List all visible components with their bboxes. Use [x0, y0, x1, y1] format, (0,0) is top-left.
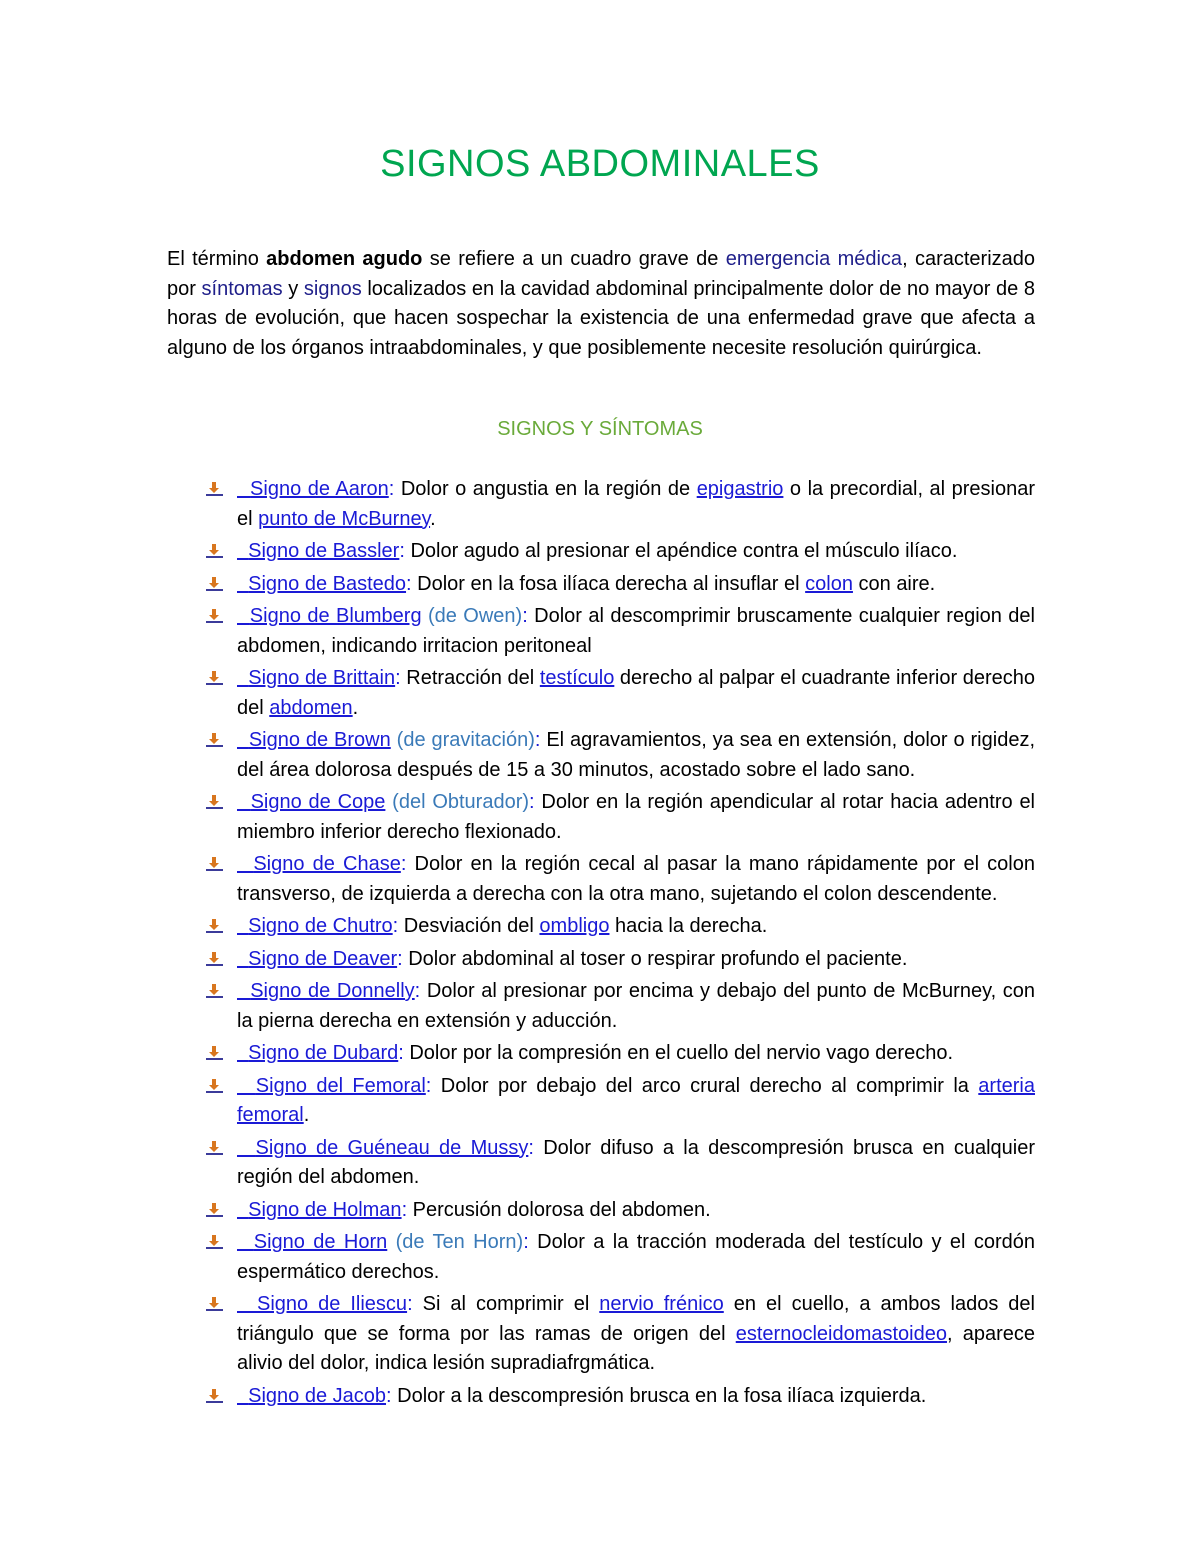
sign-description: o la precordial, al presionar el: [237, 478, 1036, 530]
inline-link[interactable]: punto de McBurney: [258, 507, 431, 530]
signs-link[interactable]: signos: [303, 277, 362, 300]
sign-description: Dolor por la compresión en el cuello del nervio vago derecho.: [403, 1042, 953, 1064]
sign-colon: :: [398, 1042, 404, 1064]
inline-link[interactable]: arteria femoral: [237, 1074, 1035, 1126]
arrow-bullet-icon: [205, 1045, 225, 1061]
list-item: [205, 570, 1035, 600]
intro-text: , caracterizado por: [167, 248, 1036, 300]
sign-description: Percusión dolorosa del abdomen.: [407, 1198, 711, 1221]
emergency-link[interactable]: emergencia médica: [725, 248, 903, 270]
arrow-bullet-icon: [205, 1296, 225, 1312]
sign-name-link[interactable]: Signo del Femoral: [255, 1074, 426, 1097]
list-item: [205, 664, 1035, 723]
arrow-bullet-icon: [205, 1388, 225, 1404]
sign-colon: :: [399, 540, 405, 562]
arrow-bullet-icon: [205, 1234, 225, 1250]
list-item: [205, 1134, 1035, 1193]
arrow-bullet-icon: [205, 951, 225, 967]
list-item: [205, 850, 1035, 909]
sign-description: El agravamientos, ya sea en extensión, dolor o rigidez, del área dolorosa después de 15 a 30 minutos, acostado sobre el lado sano.: [237, 729, 1035, 781]
sign-description: Retracción del: [400, 667, 540, 689]
list-item: [205, 1196, 1035, 1226]
arrow-bullet-icon: [205, 856, 225, 872]
sign-description: Si al comprimir el: [412, 1293, 600, 1315]
sign-description: Dolor en la fosa ilíaca derecha al insuflar el: [411, 572, 806, 595]
inline-link[interactable]: esternocleidomastoideo: [735, 1322, 947, 1345]
sign-description: Dolor o angustia en la región de: [394, 478, 697, 500]
symptoms-link[interactable]: síntomas: [201, 277, 283, 300]
sign-name-link[interactable]: Signo de Deaver: [248, 947, 398, 970]
sign-colon: :: [425, 1074, 432, 1097]
sign-name-link[interactable]: Signo de Bastedo: [248, 572, 407, 595]
sign-colon: :: [400, 853, 407, 875]
sign-description: Dolor abdominal al toser o respirar profundo el paciente.: [402, 947, 908, 970]
sign-description: Dolor por debajo del arco crural derecho al comprimir la: [431, 1074, 979, 1097]
sign-name-link[interactable]: Signo de Dubard: [248, 1042, 399, 1064]
inline-link[interactable]: epigastrio: [696, 478, 784, 500]
sign-colon: :: [522, 605, 528, 627]
list-item: [205, 475, 1035, 534]
sign-description: , aparece alivio del dolor, indica lesión supradiafrgmática.: [237, 1322, 1035, 1374]
list-item: [205, 1039, 1035, 1069]
list-item: [205, 1228, 1035, 1287]
arrow-bullet-icon: [205, 794, 225, 810]
sign-name-link[interactable]: Signo de Cope: [250, 791, 386, 813]
sign-colon: :: [406, 572, 412, 595]
sign-description: .: [352, 696, 359, 719]
inline-link[interactable]: abdomen: [269, 696, 353, 719]
sign-description: Dolor al presionar por encima y debajo del punto de McBurney, con la pierna derecha en extensión y aducción.: [237, 980, 1035, 1032]
sign-alt-name: (del Obturador): [385, 791, 530, 813]
sign-name-link[interactable]: Signo de Chutro: [248, 915, 393, 937]
sign-alt-name: (de Owen): [421, 605, 523, 627]
sign-colon: :: [401, 1198, 408, 1221]
sign-description: en el cuello, a ambos lados del triángulo que se forma por las ramas de origen del: [237, 1293, 1035, 1345]
list-item: [205, 537, 1035, 567]
sign-colon: :: [414, 980, 421, 1002]
sign-name-link[interactable]: Signo de Donnelly: [250, 980, 415, 1002]
sign-description: Dolor en la región apendicular al rotar hacia adentro el miembro inferior derecho flexionado.: [237, 791, 1036, 843]
arrow-bullet-icon: [205, 1202, 225, 1218]
inline-link[interactable]: nervio frénico: [599, 1293, 724, 1315]
sign-name-link[interactable]: Signo de Iliescu: [256, 1293, 408, 1315]
section-subtitle: SIGNOS Y SÍNTOMAS: [497, 418, 703, 440]
arrow-bullet-icon: [205, 608, 225, 624]
sign-description: derecho al palpar el cuadrante inferior derecho del: [237, 667, 1035, 719]
arrow-bullet-icon: [205, 543, 225, 559]
arrow-bullet-icon: [205, 1078, 225, 1094]
arrow-bullet-icon: [205, 670, 225, 686]
list-item: [205, 602, 1035, 661]
arrow-bullet-icon: [205, 732, 225, 748]
intro-term: abdomen agudo: [266, 248, 423, 270]
sign-colon: :: [397, 947, 403, 970]
list-item: [205, 945, 1035, 975]
list-item: [205, 1290, 1035, 1379]
arrow-bullet-icon: [205, 576, 225, 592]
sign-colon: :: [528, 1136, 534, 1159]
sign-description: .: [430, 507, 436, 530]
sign-name-link[interactable]: Signo de Bassler: [248, 540, 400, 562]
intro-text: El término: [167, 248, 267, 270]
sign-name-link[interactable]: Signo de Blumberg: [249, 605, 422, 627]
arrow-bullet-icon: [205, 481, 225, 497]
signs-list: [205, 475, 1035, 1414]
list-item: [205, 1072, 1035, 1131]
inline-link[interactable]: colon: [805, 572, 853, 595]
sign-description: Dolor difuso a la descompresión brusca en cualquier región del abdomen.: [237, 1136, 1035, 1188]
sign-name-link[interactable]: Signo de Brown: [248, 729, 391, 751]
sign-colon: :: [395, 667, 401, 689]
sign-description: Dolor a la descompresión brusca en la fosa ilíaca izquierda.: [391, 1384, 927, 1407]
intro-text: localizados en la cavidad abdominal principalmente dolor de no mayor de 8 horas de evolución, que hacen sospechar la existencia de una enfermedad grave que afecta a alguno de los órganos intraabdominales, y que posiblemente necesite resolución quirúrgica.: [167, 277, 1035, 359]
intro-text: y: [282, 277, 304, 300]
sign-description: .: [303, 1104, 310, 1126]
sign-name-link[interactable]: Signo de Jacob: [248, 1384, 387, 1407]
arrow-bullet-icon: [205, 918, 225, 934]
sign-colon: :: [392, 915, 399, 937]
inline-link[interactable]: ombligo: [539, 915, 610, 937]
sign-name-link[interactable]: Signo de Horn: [253, 1231, 388, 1253]
sign-name-link[interactable]: Signo de Aaron: [250, 478, 389, 500]
sign-description: Dolor a la tracción moderada del testículo y el cordón espermático derechos.: [237, 1231, 1035, 1283]
sign-name-link[interactable]: Signo de Brittain: [248, 667, 396, 689]
sign-colon: :: [388, 478, 395, 500]
sign-colon: :: [534, 729, 541, 751]
sign-name-link[interactable]: Signo de Holman: [248, 1198, 402, 1221]
inline-link[interactable]: testículo: [539, 667, 615, 689]
sign-description: Dolor al descomprimir bruscamente cualquier region del abdomen, indicando irritacion peritoneal: [237, 605, 1035, 657]
arrow-bullet-icon: [205, 983, 225, 999]
intro-paragraph: [167, 245, 1035, 363]
list-item: [205, 726, 1035, 785]
page-title: SIGNOS ABDOMINALES: [380, 143, 820, 185]
sign-name-link[interactable]: Signo de Guéneau de Mussy: [255, 1136, 529, 1159]
sign-alt-name: (de gravitación): [390, 729, 535, 751]
list-item: [205, 788, 1035, 847]
sign-name-link[interactable]: Signo de Chase: [253, 853, 401, 875]
sign-description: Dolor agudo al presionar el apéndice contra el músculo ilíaco.: [404, 540, 958, 562]
sign-description: hacia la derecha.: [609, 915, 768, 937]
arrow-bullet-icon: [205, 1140, 225, 1156]
sign-colon: :: [523, 1231, 529, 1253]
sign-colon: :: [386, 1384, 392, 1407]
sign-description: con aire.: [852, 572, 936, 595]
sign-alt-name: (de Ten Horn): [387, 1231, 524, 1253]
list-item: [205, 912, 1035, 942]
list-item: [205, 977, 1035, 1036]
sign-description: Dolor en la región cecal al pasar la mano rápidamente por el colon transverso, de izquierda a derecha con la otra mano, sujetando el colon descendente.: [237, 853, 1035, 905]
sign-colon: :: [529, 791, 535, 813]
sign-description: Desviación del: [398, 915, 540, 937]
list-item: [205, 1382, 1035, 1412]
sign-colon: :: [407, 1293, 413, 1315]
intro-text: se refiere a un cuadro grave de: [422, 248, 726, 270]
